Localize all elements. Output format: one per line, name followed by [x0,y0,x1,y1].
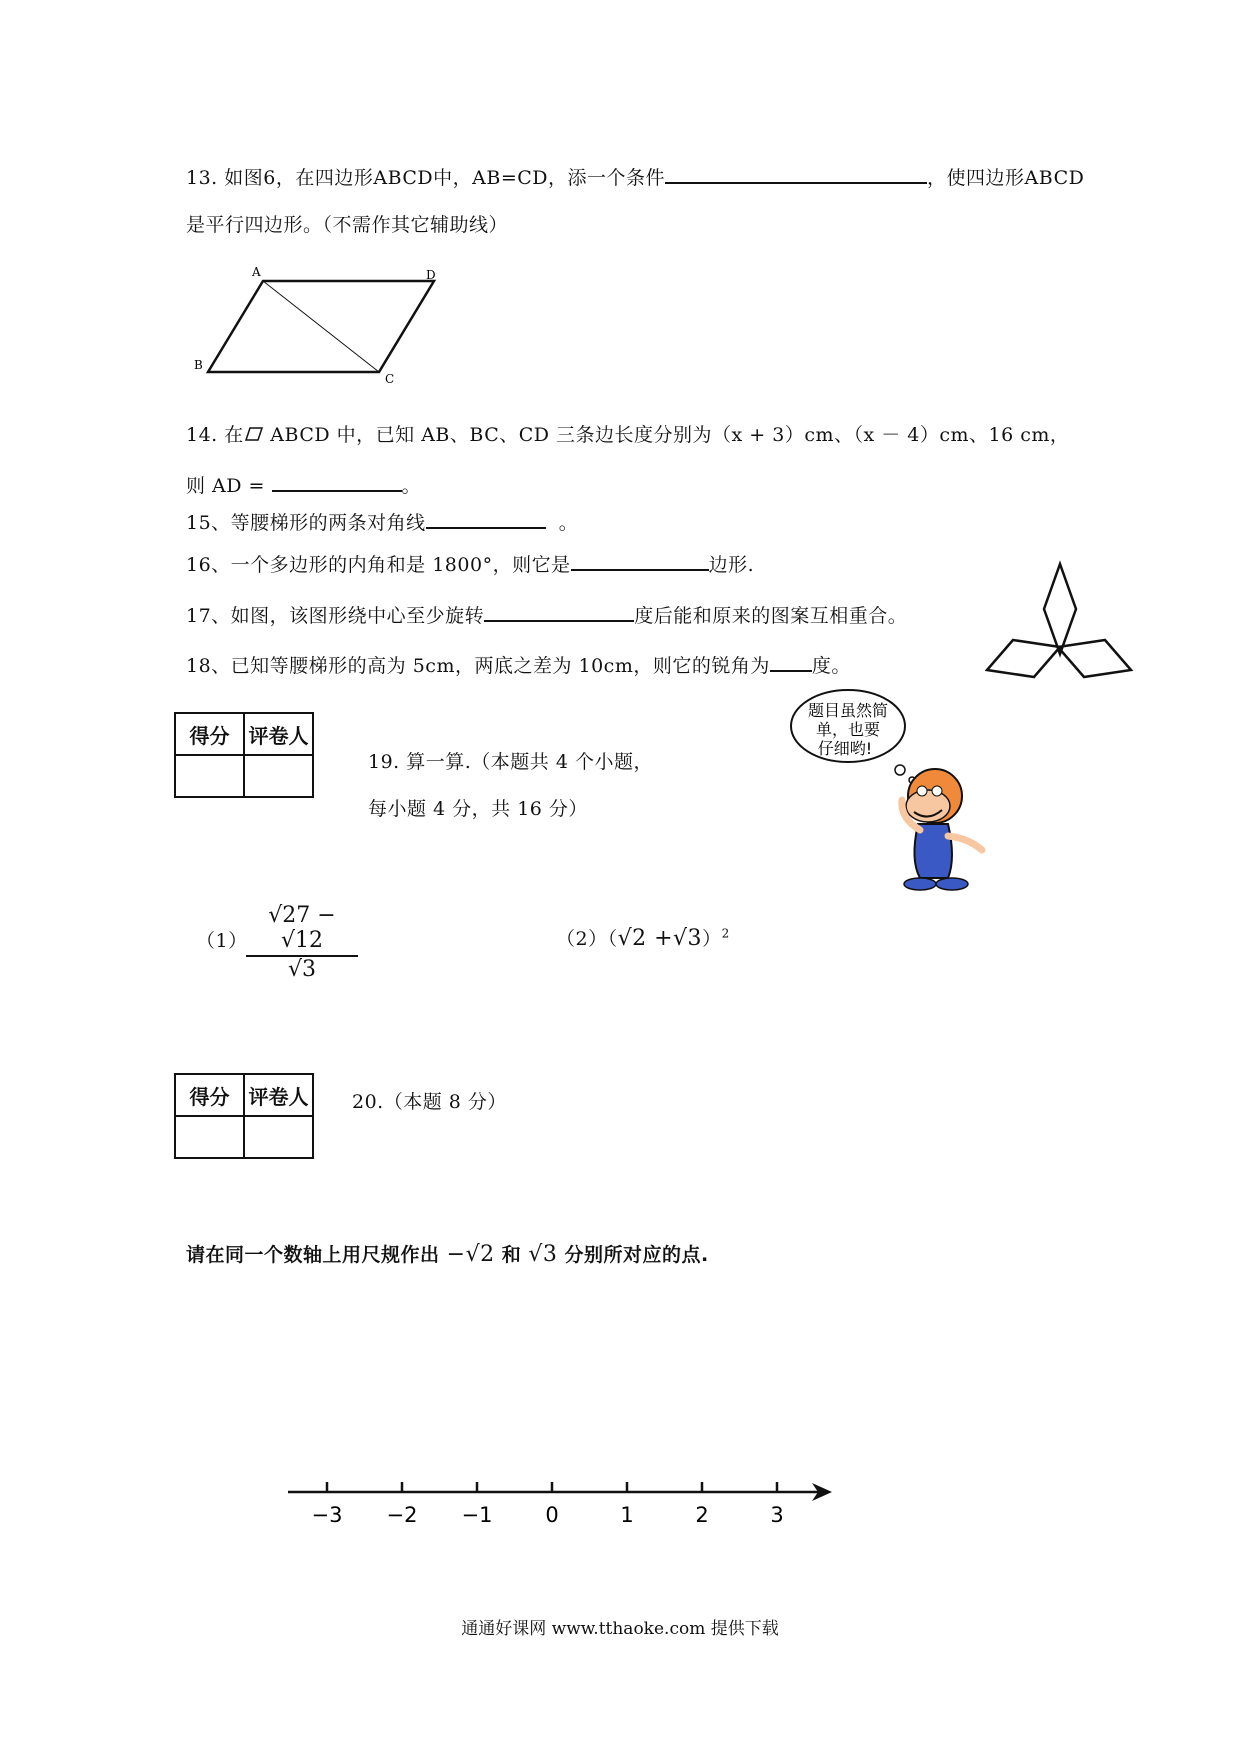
grader-header: 评卷人 [244,713,313,755]
q19-p2-exponent: 2 [721,926,730,941]
q14-line2 [186,470,421,498]
q16-line [186,549,754,577]
q14-prefix: 14. 在 [186,424,244,446]
q16-answer-blank[interactable] [571,549,709,571]
q17-end: 度后能和原来的图案互相重合。 [634,605,908,627]
number-line-tick-label: −1 [461,1503,493,1527]
q15-answer-blank[interactable] [426,507,546,529]
q14-text: ABCD 中，已知 AB、BC、CD 三条边长度分别为（x + 3）cm、（x － 4）cm、16 cm， [263,424,1070,446]
score-header: 得分 [175,713,244,755]
q19-line1: 19. 算一算.（本题共 4 个小题， [368,751,653,773]
vertex-b-label: B [194,358,203,372]
q19-p2-end: ） [702,928,722,950]
q14-end: 。 [401,475,422,497]
rhombus-right [1058,640,1131,677]
q15-end: 。 [558,512,579,534]
grader-cell[interactable] [244,1116,313,1158]
score-cell[interactable] [175,1116,244,1158]
q17-text: 17、如图，该图形绕中心至少旋转 [186,605,485,627]
cartoon-mascot-image [790,688,1010,903]
score-header: 得分 [175,1074,244,1116]
q20-prompt-c: 分别所对应的点. [564,1244,709,1266]
q20-prompt-b: 和 [501,1244,522,1266]
number-line-tick-label: −3 [311,1503,343,1527]
q13-line2: 是平行四边形。（不需作其它辅助线） [186,214,509,236]
q15-text: 15、等腰梯形的两条对角线 [186,512,426,534]
score-cell[interactable] [175,755,244,797]
bubble-text-2: 单，也要 [815,720,881,739]
q20-expr-a: −√2 [446,1242,495,1267]
diagonal-ac [263,281,379,372]
number-line-tick-label: 0 [545,1503,559,1527]
q13-line1 [186,162,1084,190]
q18-answer-blank[interactable] [770,650,812,672]
q17-line [186,600,907,628]
bubble-text-1: 题目虽然简 [807,701,889,720]
q19-p2-label: （2）（ [556,928,618,950]
vertex-d-label: D [426,268,436,282]
q13-answer-blank[interactable] [665,162,927,184]
vertex-a-label: A [252,265,261,279]
number-line-tick-label: −2 [386,1503,418,1527]
q19-p1-label: （1） [196,930,248,952]
q13-text-a: 13. 如图6，在四边形ABCD中，AB=CD，添一个条件 [186,167,666,189]
q18-line [186,650,851,678]
q14-text-b: 则 AD = [186,475,272,497]
q18-text: 18、已知等腰梯形的高为 5cm，两底之差为 10cm，则它的锐角为 [186,655,770,677]
grader-header: 评卷人 [244,1074,313,1116]
q19-p1-denominator: √3 [287,957,316,982]
q19-p1-numerator: √27 − √12 [246,903,358,957]
number-line-tick-label: 1 [620,1503,634,1527]
q14-answer-blank[interactable] [272,470,402,492]
number-line-tick-label: 3 [770,1503,784,1527]
vertex-c-label: C [385,372,395,386]
q19-p2 [556,924,730,951]
q20-header: 20.（本题 8 分） [352,1091,507,1113]
parallelogram-figure [190,262,450,392]
rotation-figure [985,560,1135,680]
number-line [280,1470,840,1540]
q13-text-b: ，使四边形ABCD [927,167,1085,189]
q19-line2: 每小题 4 分，共 16 分） [368,798,588,820]
q20-expr-b: √3 [528,1242,558,1267]
q17-answer-blank[interactable] [484,600,634,622]
q19-p1-fraction [246,903,358,982]
bubble-text-3: 仔细哟! [817,739,873,758]
grader-cell[interactable] [244,755,313,797]
q19-p2-expr: √2 +√3 [617,926,703,951]
parallelogram-symbol-icon [244,426,264,442]
rhombus-top [1044,564,1076,654]
page-footer: 通通好课网 www.tthaoke.com 提供下载 [461,1619,779,1639]
q16-end: 边形. [708,554,755,576]
q14-line1 [186,420,1069,447]
q16-text: 16、一个多边形的内角和是 1800°，则它是 [186,554,571,576]
q18-end: 度。 [811,655,851,677]
rhombus-left [987,640,1060,677]
q20-prompt-a: 请在同一个数轴上用尺规作出 [186,1244,440,1266]
q20-prompt [186,1240,709,1267]
score-table-q20 [174,1073,314,1159]
score-table-q19 [174,712,314,798]
q15-line [186,507,578,535]
number-line-tick-label: 2 [695,1503,709,1527]
